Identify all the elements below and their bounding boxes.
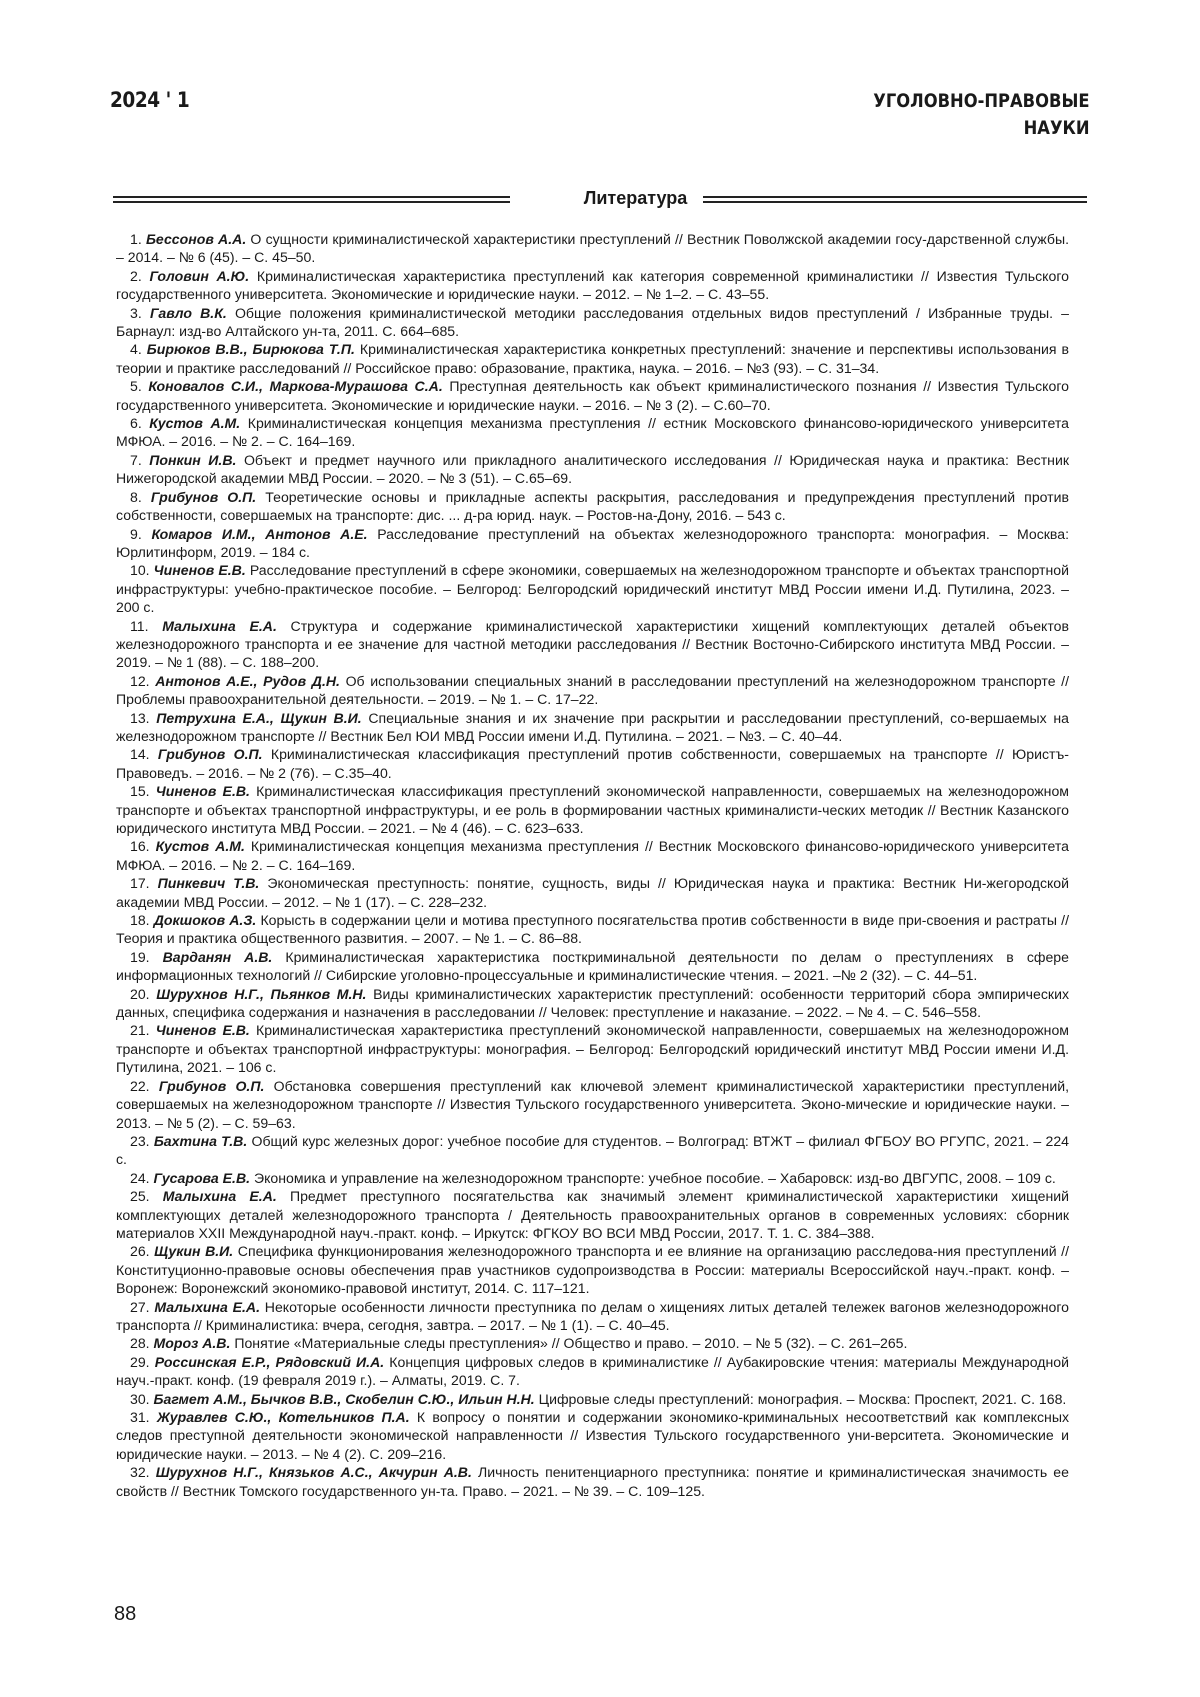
reference-authors: Докшоков А.З. (153, 912, 257, 929)
reference-item (116, 1187, 1069, 1242)
reference-item (116, 1021, 1069, 1076)
reference-authors: Гусарова Е.В. (153, 1169, 251, 1186)
reference-number: 25. (130, 1188, 150, 1205)
journal-section (874, 88, 1090, 142)
reference-item (116, 230, 1069, 267)
rule-left (113, 196, 510, 206)
reference-number: 13. (130, 709, 150, 726)
reference-authors: Журавлев С.Ю., Котельников П.А. (156, 1409, 410, 1425)
reference-item (116, 561, 1069, 616)
reference-item (116, 451, 1069, 488)
reference-authors: Чиненов Е.В. (155, 783, 250, 800)
reference-item (116, 1408, 1069, 1463)
reference-item (116, 617, 1069, 672)
reference-item (116, 1353, 1069, 1390)
reference-authors: Малыхина Е.А. (162, 1188, 277, 1205)
reference-number: 17. (130, 875, 150, 892)
reference-item (116, 1334, 1069, 1352)
reference-authors: Комаров И.М., Антонов А.Е. (151, 525, 368, 542)
reference-authors: Кустов А.М. (155, 838, 245, 855)
reference-text: Структура и содержание криминалистической характеристики хищений комплектующих деталей объектов железнодорожного транспорта и ее значение для частной методики расследования // Вестник Восточно-Сибирского института МВД России. – 2019. – № 1 (88). – С. 188–200. (116, 617, 1069, 671)
reference-authors: Понкин И.В. (149, 451, 237, 468)
reference-number: 29. (130, 1353, 150, 1370)
reference-authors: Бахтина Т.В. (153, 1132, 248, 1149)
reference-text: Теоретические основы и прикладные аспекты раскрытия, расследования и предупреждения преступлений против собственности, совершаемых на транспорте: дис. ... д-ра юрид. наук. – Ростов-на-Дону, 2016. – 543 с. (116, 488, 1069, 524)
reference-text: Специфика функционирования железнодорожного транспорта и ее влияние на организацию расследова-ния преступлений // Конституционно-правовые основы обеспечения прав участников судопроизводства в России: материалы Всероссийской науч.-практ. конф. – Воронеж: Воронежский экономико-правовой институт, 2014. С. 117–121. (116, 1243, 1069, 1297)
reference-text: Криминалистическая концепция механизма преступления // естник Московского финансово-юридического университета МФЮА. – 2016. – № 2. – С. 164–169. (116, 415, 1069, 450)
reference-item (116, 304, 1069, 341)
reference-item (116, 782, 1069, 837)
reference-item (116, 837, 1069, 874)
reference-authors: Бирюков В.В., Бирюкова Т.П. (146, 341, 355, 358)
reference-number: 18. (130, 912, 150, 929)
reference-text: Обстановка совершения преступлений как ключевой элемент криминалистической характеристики преступлений, совершаемых на железнодорожном транспорте // Известия Тульского государственного университета. Эконо-мические и юридические науки. – 2013. – № 5 (2). – С. 59–63. (116, 1077, 1069, 1131)
reference-authors: Багмет А.М., Бычков В.В., Скобелин С.Ю., Ильин Н.Н. (153, 1390, 535, 1407)
reference-authors: Малыхина Е.А. (154, 1298, 261, 1315)
reference-number: 10. (130, 562, 150, 579)
reference-number: 26. (130, 1243, 150, 1260)
reference-text: Криминалистическая характеристика преступлений экономической направленности, совершаемых на железнодорожном транспорте и объектах транспортной инфраструктуры: монография. – Белгород: Белгородский юридический институт МВД России имени И.Д. Путилина, 2021. – 106 с. (116, 1022, 1069, 1076)
reference-item (116, 1298, 1069, 1335)
reference-item (116, 1463, 1069, 1500)
reference-item (116, 414, 1069, 451)
reference-number: 8. (130, 488, 142, 505)
reference-text: Расследование преступлений в сфере экономики, совершаемых на железнодорожном транспорте и объектах транспортной инфраструктуры: учебно-практическое пособие. – Белгород: Белгородский юридический институт МВД России имени И.Д. Путилина, 2023. – 200 с. (116, 562, 1069, 616)
reference-authors: Пинкевич Т.В. (157, 875, 260, 892)
reference-authors: Грибунов О.П. (150, 488, 257, 505)
journal-section-line1: УГОЛОВНО-ПРАВОВЫЕ (873, 90, 1090, 112)
reference-text: Виды криминалистических характеристик преступлений: особенности территорий сбора эмпирических данных, специфика содержания и назначения в расследовании // Человек: преступление и наказание. – 2022. – № 4. – С. 546–558. (116, 985, 1069, 1021)
reference-text: Специальные знания и их значение при раскрытии и расследовании преступлений, со-вершаемых на железнодорожном транспорте // Вестник Бел ЮИ МВД России имени И.Д. Путилина. – 2021. – №3. – С. 40–44. (116, 709, 1070, 744)
reference-number: 12. (130, 672, 150, 689)
reference-number: 24. (130, 1169, 150, 1186)
reference-authors: Варданян А.В. (162, 948, 273, 965)
reference-text: Преступная деятельность как объект криминалистического познания // Известия Тульского государственного университета. Экономические и юридические науки. – 2016. – № 3 (2). – С.60–70. (116, 378, 1070, 413)
reference-authors: Россинская Е.Р., Рядовский И.А. (154, 1353, 385, 1370)
reference-text: Предмет преступного посягательства как значимый элемент криминалистической характеристики хищений комплектующих деталей железнодорожного транспорта / Деятельность правоохранительных органов в современных условиях: сборник материалов XXII Международной науч.-практ. конф. – Иркутск: ФГКОУ ВО ВСИ МВД России, 2017. Т. 1. С. 384–388. (116, 1188, 1069, 1241)
reference-number: 31. (130, 1409, 150, 1425)
reference-authors: Кустов А.М. (149, 415, 241, 432)
reference-item (116, 985, 1069, 1022)
reference-text: Расследование преступлений на объектах железнодорожного транспорта: монография. – Москва: Юрлитинформ, 2019. – 184 с. (116, 525, 1070, 560)
reference-text: Криминалистическая классификация преступлений против собственности, совершаемых на транспорте // Юристъ-Правоведъ. – 2016. – № 2 (76). – С.35–40. (116, 746, 1069, 781)
reference-number: 7. (130, 451, 142, 468)
reference-authors: Щукин В.И. (154, 1243, 234, 1260)
reference-authors: Шурухнов Н.Г., Князьков А.С., Акчурин А.В. (155, 1464, 472, 1481)
reference-authors: Петрухина Е.А., Щукин В.И. (156, 709, 362, 726)
reference-number: 16. (130, 838, 150, 855)
reference-text: Общие положения криминалистической методики расследования отдельных видов преступлений / Избранные труды. – Барнаул: изд-во Алтайского ун-та, 2011. С. 664–685. (116, 304, 1069, 340)
reference-text: К вопросу о понятии и содержании экономико-криминальных несоответствий как комплексных следов преступной деятельности экономической направленности // Известия Тульского государственного уни-верситета. Экономические и юридические науки. – 2013. – № 4 (2). С. 209–216. (116, 1409, 1069, 1462)
reference-number: 23. (130, 1132, 150, 1149)
reference-authors: Головин А.Ю. (149, 267, 250, 284)
reference-item (116, 1390, 1069, 1408)
page-number: 88 (114, 1603, 137, 1625)
reference-text: Криминалистическая характеристика посткриминальной деятельности по делам о преступлениях в сфере информационных технологий // Сибирские уголовно-процессуальные и криминалистические чтения. – 2021. –№ 2 (32). – С. 44–51. (116, 948, 1069, 984)
reference-item (116, 911, 1069, 948)
reference-authors: Антонов А.Е., Рудов Д.Н. (155, 672, 340, 689)
reference-item (116, 1132, 1069, 1169)
reference-text: Об использовании специальных знаний в расследовании преступлений на железнодорожном транспорте // Проблемы правоохранительной деятельности. – 2019. – № 1. – С. 17–22. (116, 672, 1069, 708)
reference-number: 30. (130, 1390, 150, 1407)
reference-text: Криминалистическая концепция механизма преступления // Вестник Московского финансово-юридического университета МФЮА. – 2016. – № 2. – С. 164–169. (116, 838, 1069, 873)
reference-authors: Коновалов С.И., Маркова-Мурашова С.А. (148, 378, 443, 395)
reference-item (116, 709, 1069, 746)
reference-text: Экономическая преступность: понятие, сущность, виды // Юридическая наука и практика: Вестник Ни-жегородской академии МВД России. – 2012. – № 1 (17). – С. 228–232. (116, 875, 1070, 910)
reference-text: О сущности криминалистической характеристики преступлений // Вестник Поволжской академии госу-дарственной службы. – 2014. – № 6 (45). – С. 45–50. (116, 231, 1069, 266)
reference-text: Криминалистическая характеристика преступлений как категория современной криминалистики // Известия Тульского государственного университета. Экономические и юридические науки. – 2012. – № 1–2. – С. 43–55. (116, 267, 1070, 303)
reference-item (116, 948, 1069, 985)
reference-number: 6. (130, 415, 142, 432)
reference-authors: Мороз А.В. (153, 1335, 231, 1352)
reference-authors: Малыхина Е.А. (162, 617, 277, 634)
reference-number: 5. (130, 378, 142, 395)
reference-authors: Гавло В.К. (149, 304, 227, 321)
reference-number: 22. (130, 1077, 150, 1094)
section-title: Литература (583, 188, 688, 208)
reference-number: 20. (130, 985, 150, 1002)
reference-text: Экономика и управление на железнодорожном транспорте: учебное пособие. – Хабаровск: изд-во ДВГУПС, 2008. – 109 с. (253, 1169, 1056, 1186)
rule-right (703, 196, 1087, 206)
reference-text: Личность пенитенциарного преступника: понятие и криминалистическая значимость ее свойств // Вестник Томского государственного ун-та. Право. – 2021. – № 39. – С. 109–125. (116, 1464, 1069, 1499)
reference-number: 21. (130, 1022, 150, 1039)
reference-item (116, 1242, 1069, 1297)
reference-item (116, 745, 1069, 782)
section-heading (113, 190, 1087, 220)
reference-number: 32. (130, 1464, 150, 1481)
reference-authors: Чиненов Е.В. (153, 562, 246, 579)
reference-text: Некоторые особенности личности преступника по делам о хищениях литых деталей тележек вагонов железнодорожного транспорта // Криминалистика: вчера, сегодня, завтра. – 2017. – № 1 (1). – С. 40–45. (116, 1298, 1070, 1333)
reference-number: 28. (130, 1335, 150, 1352)
reference-item (116, 340, 1069, 377)
reference-authors: Грибунов О.П. (157, 746, 263, 763)
reference-text: Цифровые следы преступлений: монография. – Москва: Проспект, 2021. С. 168. (538, 1390, 1067, 1407)
reference-number: 2. (130, 267, 142, 284)
reference-authors: Шурухнов Н.Г., Пьянков М.Н. (156, 985, 367, 1002)
reference-item (116, 377, 1069, 414)
reference-authors: Грибунов О.П. (158, 1077, 265, 1094)
reference-item (116, 488, 1069, 525)
running-header (110, 86, 1090, 146)
reference-item (116, 1077, 1069, 1132)
reference-item (116, 267, 1069, 304)
reference-text: Объект и предмет научного или прикладного аналитического исследования // Юридическая наука и практика: Вестник Нижегородской академии МВД России. – 2020. – № 3 (51). – С.65–69. (116, 451, 1069, 487)
reference-number: 3. (130, 304, 142, 321)
reference-authors: Чиненов Е.В. (155, 1022, 250, 1039)
reference-number: 9. (130, 525, 142, 542)
reference-number: 14. (130, 746, 150, 763)
reference-item (116, 1169, 1069, 1187)
reference-number: 11. (130, 617, 149, 634)
reference-text: Понятие «Материальные следы преступления» // Общество и право. – 2010. – № 5 (32). – С. 261–265. (234, 1335, 908, 1352)
reference-text: Криминалистическая классификация преступлений экономической направленности, совершаемых на железнодорожном транспорте и объектах транспортной инфраструктуры, и ее роль в формировании частных криминалисти-ческих методик // Вестник Казанского юридического института МВД России. – 2021. – № 4 (46). – С. 623–633. (116, 783, 1069, 836)
reference-list (116, 230, 1069, 1500)
reference-number: 19. (130, 948, 150, 965)
reference-number: 4. (130, 341, 142, 358)
reference-text: Концепция цифровых следов в криминалистике // Аубакировские чтения: материалы Международной науч.-практ. конф. (19 февраля 2019 г.). – Алматы, 2019. С. 7. (116, 1353, 1069, 1389)
reference-number: 15. (130, 783, 150, 800)
journal-section-line2: НАУКИ (1024, 117, 1090, 139)
reference-text: Корысть в содержании цели и мотива преступного посягательства против собственности в виде при-своения и растраты // Теория и практика общественного развития. – 2007. – № 1. – С. 86–88. (116, 912, 1070, 947)
reference-number: 1. (130, 231, 142, 247)
reference-text: Общий курс железных дорог: учебное пособие для студентов. – Волгоград: ВТЖТ – филиал ФГБОУ ВО РГУПС, 2021. – 224 с. (116, 1132, 1069, 1168)
reference-item (116, 874, 1069, 911)
reference-item (116, 672, 1069, 709)
reference-number: 27. (130, 1298, 150, 1315)
issue-year: 2024 ' 1 (110, 88, 190, 112)
reference-authors: Бессонов А.А. (145, 231, 247, 247)
reference-item (116, 525, 1069, 562)
reference-text: Криминалистическая характеристика конкретных преступлений: значение и перспективы использования в теории и практике расследований // Российское право: образование, практика, наука. – 2016. – №3 (93). – С. 31–34. (116, 341, 1070, 376)
